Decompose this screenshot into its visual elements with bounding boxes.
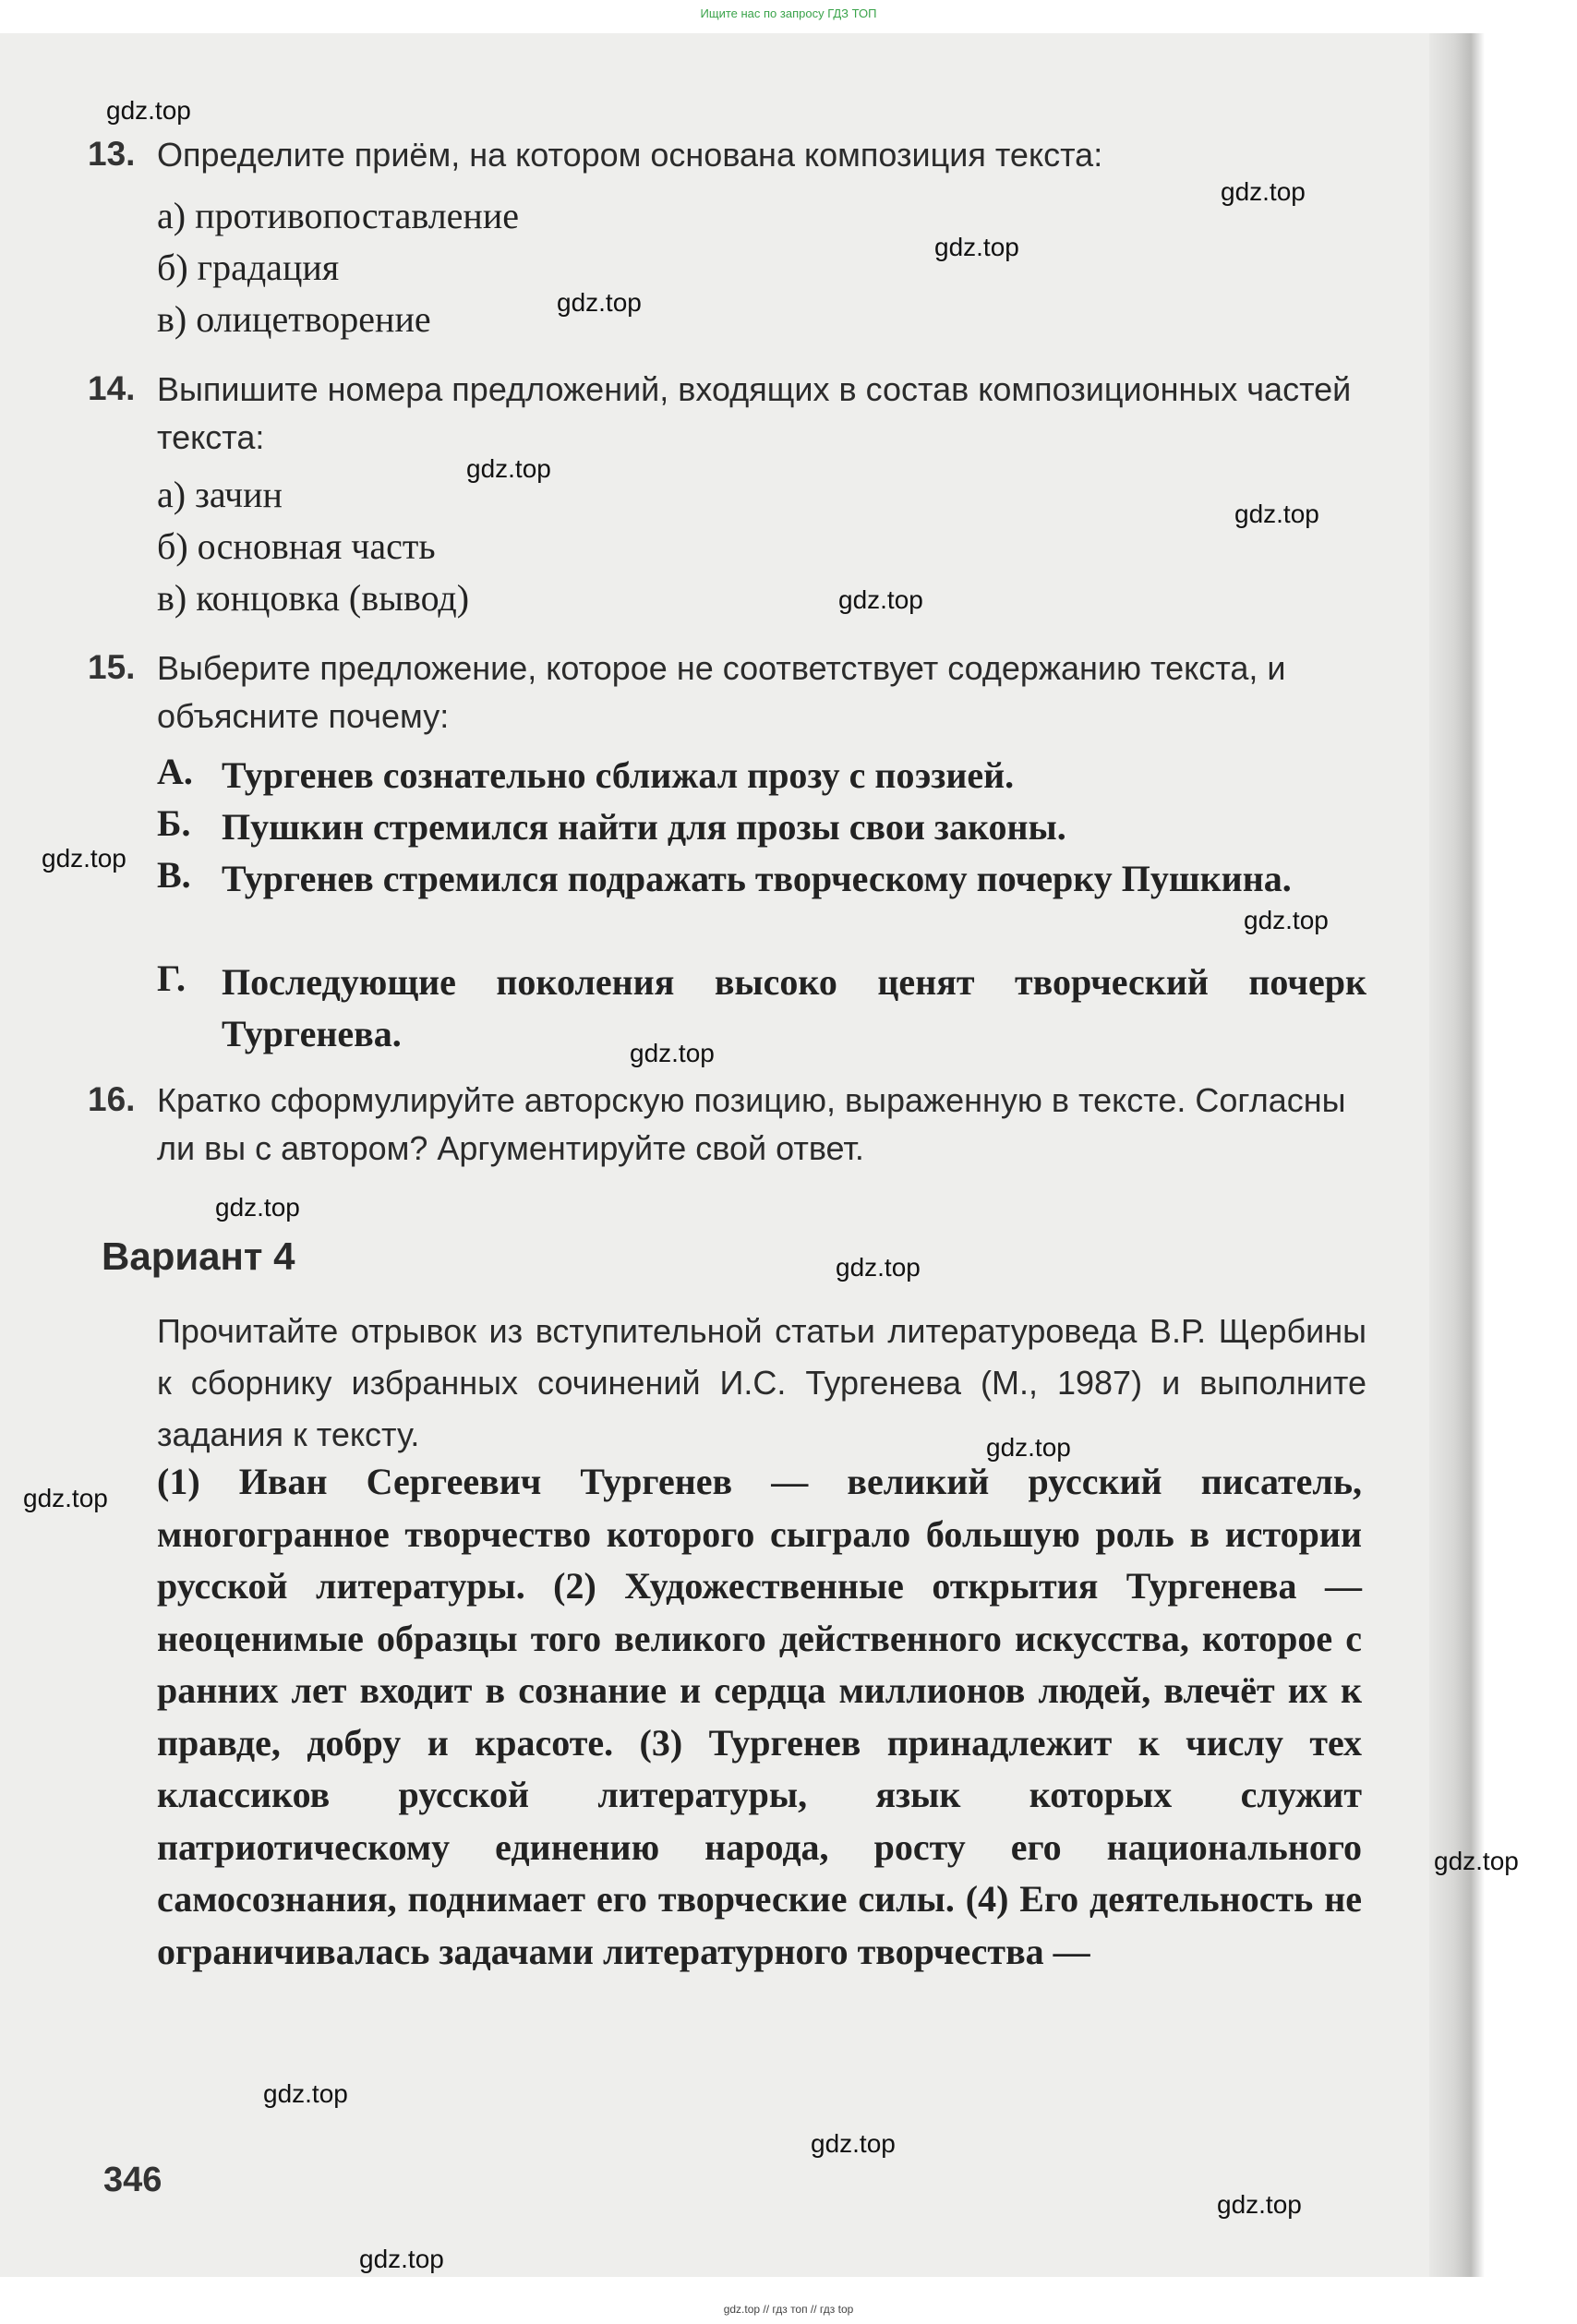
watermark: gdz.top (42, 844, 126, 873)
bottom-watermark-strip: gdz.top // гдз топ // гдз top (723, 2303, 854, 2316)
watermark: gdz.top (466, 454, 551, 483)
watermark: gdz.top (23, 1484, 108, 1512)
watermark: gdz.top (934, 233, 1019, 261)
statement-b-letter: Б. (157, 802, 191, 844)
statement-g-letter: Г. (157, 957, 186, 999)
statement-g-text: Последующие поколения высоко ценят творческий почерк Тургенева. (222, 961, 1366, 1054)
question-13-text: Определите приём, на котором основана композиция текста: (157, 136, 1103, 174)
watermark: gdz.top (838, 585, 923, 614)
question-14-option-c: в) концовка (вывод) (157, 577, 470, 619)
question-14-text: Выпишите номера предложений, входящих в состав композиционных частей текста: (157, 370, 1352, 456)
watermark: gdz.top (836, 1253, 921, 1282)
watermark: gdz.top (1244, 906, 1329, 934)
page-number: 346 (103, 2161, 163, 2199)
watermark: gdz.top (215, 1193, 300, 1222)
statement-v-text: Тургенев стремился подражать творческому почерку Пушкина. (222, 858, 1292, 899)
question-16-text: Кратко сформулируйте авторскую позицию, выраженную в тексте. Согласны ли вы с автором? Аргументируйте свой ответ. (157, 1081, 1346, 1167)
question-14-option-a: а) зачин (157, 474, 283, 515)
variant-heading: Вариант 4 (102, 1234, 295, 1278)
watermark: gdz.top (106, 96, 191, 125)
question-14-number: 14. (88, 369, 136, 407)
watermark: gdz.top (1221, 177, 1306, 206)
watermark: gdz.top (630, 1039, 715, 1067)
top-banner: Ищите нас по запросу ГДЗ ТОП (700, 6, 877, 20)
watermark: gdz.top (986, 1433, 1071, 1462)
question-13-option-a: а) противопоставление (157, 195, 519, 236)
question-15-number: 15. (88, 648, 136, 686)
watermark: gdz.top (557, 288, 642, 317)
question-16-number: 16. (88, 1080, 136, 1118)
statement-a-text: Тургенев сознательно сближал прозу с поэзией. (222, 754, 1015, 796)
watermark: gdz.top (263, 2079, 348, 2108)
variant-intro: Прочитайте отрывок из вступительной статьи литературоведа В.Р. Щербины к сборнику избранных сочинений И.С. Тургенева (М., 1987) и выполните задания к тексту. (157, 1312, 1366, 1453)
watermark: gdz.top (359, 2245, 444, 2273)
watermark: gdz.top (1234, 500, 1319, 528)
question-14-option-b: б) основная часть (157, 525, 436, 567)
reading-passage: (1) Иван Сергеевич Тургенев — великий русский писатель, многогранное творчество которого сыграло большую роль в истории русской литературы. (2) Художественные открытия Тургенева — неоценимые образцы того великого действенного искусства, которое с ранних лет входит в сознание и сердца миллионов людей, влечёт их к правде, добру и красоте. (3) Тургенев принадлежит к числу тех классиков русской литературы, язык которых служит патриотическому единению народа, росту его национального самосознания, поднимает его творческие силы. (4) Его деятельность не ограничивалась задачами литературного творчества — (157, 1461, 1362, 1972)
question-13-option-c: в) олицетворение (157, 298, 431, 340)
statement-a-letter: А. (157, 751, 193, 792)
question-15-text: Выберите предложение, которое не соответствует содержанию текста, и объясните почему: (157, 649, 1286, 735)
page-binding-shadow (1429, 33, 1485, 2277)
question-13-option-b: б) градация (157, 247, 340, 288)
watermark: gdz.top (811, 2129, 896, 2158)
watermark: gdz.top (1434, 1847, 1519, 1875)
statement-b-text: Пушкин стремился найти для прозы свои законы. (222, 806, 1066, 848)
statement-v-letter: В. (157, 854, 191, 896)
watermark: gdz.top (1217, 2190, 1302, 2219)
question-13-number: 13. (88, 135, 136, 173)
